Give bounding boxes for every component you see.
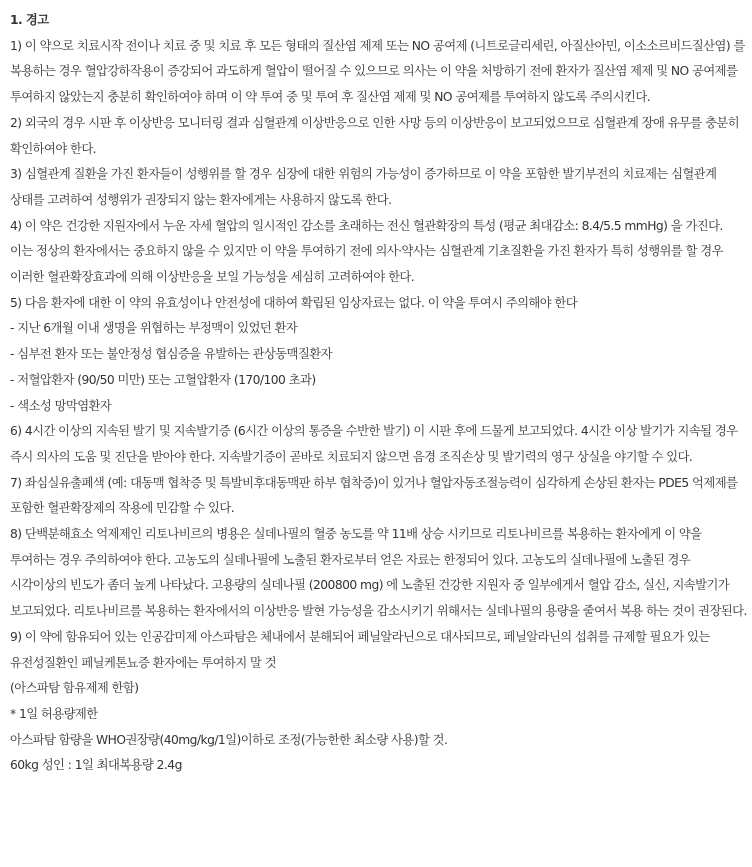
aspartame-note: (아스파탐 함유제제 한함) — [10, 681, 139, 696]
bullet-item: - 지난 6개월 이내 생명을 위협하는 부정맥이 있었던 환자 — [10, 321, 298, 336]
warning-item-8: 8) 단백분해효소 억제제인 리토나비르의 병용은 실데나필의 혈중 농도를 약 11배 상승 시키므로 리토나비르를 복용하는 환자에게 이 약을 투여하는 경우 주의하여야 한다. 고농도의 실데나필에 노출된 환자로부터 얻은 자료는 한정되어 있다. 고농도의 실데나필에 노출된 경우 시각이상의 빈도가 좀더 높게 나타났다. 고용량의 실데나필 (200800 mg) 에 노출된 건강한 지원자 중 일부에게서 혈압 감소, 실신, 지속발기가 보고되었다. 리토나비르를 복용하는 환자에서의 이상반응 발현 가능성을 감소시키기 위해서는 실데나필의 용량을 줄여서 복용 하는 것이 권장된다. — [10, 527, 747, 619]
warning-item-7: 7) 좌심실유출폐색 (예: 대동맥 협착증 및 특발비후대동맥판 하부 협착증)이 있거나 혈압자동조절능력이 심각하게 손상된 환자는 PDE5 억제제를 포함한 혈관확장제의 작용에 민감할 수 있다. — [10, 475, 738, 516]
warning-item-3: 3) 심혈관계 질환을 가진 환자들이 성행위를 할 경우 심장에 대한 위험의 가능성이 증가하므로 이 약을 포함한 발기부전의 치료제는 심혈관계 상태를 고려하여 성행위가 권장되지 않는 환자에게는 사용하지 않도록 한다. — [10, 167, 717, 207]
warning-item-2: 2) 외국의 경우 시판 후 이상반응 모니터링 결과 심혈관계 이상반응으로 인한 사망 등의 이상반응이 보고되었으므로 심혈관계 장애 유무를 충분히 확인하여야 한다. — [10, 115, 740, 156]
warning-item-6: 6) 4시간 이상의 지속된 발기 및 지속발기증 (6시간 이상의 통증을 수반한 발기) 이 시판 후에 드물게 보고되었다. 4시간 이상 발기가 지속될 경우 즉시 의사의 도움 및 진단을 받아야 한다. 지속발기증이 곧바로 치료되지 않으면 음경 조직손상 및 발기력의 영구 상실을 야기할 수 있다. — [10, 424, 738, 464]
warning-item-5: 5) 다음 환자에 대한 이 약의 유효성이나 안전성에 대하여 확립된 임상자료는 없다. 이 약을 투여시 주의해야 한다 — [10, 295, 578, 310]
bullet-item: - 색소성 망막염환자 — [10, 398, 112, 413]
section-heading: 1. 경고 — [10, 13, 49, 27]
daily-limit-note: * 1일 허용량제한 — [10, 706, 98, 721]
adult-max-dose-note: 60kg 성인 : 1일 최대복용량 2.4g — [10, 758, 182, 773]
warning-item-1: 1) 이 약으로 치료시작 전이나 치료 중 및 치료 후 모든 형태의 질산염 제제 또는 NO 공여제 (니트로글리세린, 아질산아민, 이소소르비드질산염) 를 복용하는 경우 혈압강하작용이 증강되어 과도하게 혈압이 떨어질 수 있으므로 의사는 이 약을 처방하기 전에 환자가 질산염 제제 및 NO 공여제를 투여하지 않았는지 충분히 확인하여야 하며 이 약 투여 중 및 투여 후 질산염 제제 및 NO 공여제를 투여하지 않도록 주의시킨다. — [10, 38, 745, 105]
warning-item-4: 4) 이 약은 건강한 지원자에서 누운 자세 혈압의 일시적인 감소를 초래하는 전신 혈관확장의 특성 (평균 최대감소: 8.4/5.5 mmHg) 을 가진다. 이는 정상의 환자에서는 중요하지 않을 수 있지만 이 약을 투여하기 전에 의사·약사는 심혈관계 기초질환을 가진 환자가 특히 성행위를 할 경우 이러한 혈관확장효과에 의해 이상반응을 보일 가능성을 세심히 고려하여야 한다. — [10, 218, 723, 285]
warning-item-9: 9) 이 약에 함유되어 있는 인공감미제 아스파탐은 체내에서 분해되어 페닐알라닌으로 대사되므로, 페닐알라닌의 섭취를 규제할 필요가 있는 유전성질환인 페닐케톤뇨증 환자에는 투여하지 말 것 — [10, 629, 710, 670]
bullet-item: - 심부전 환자 또는 불안정성 협심증을 유발하는 관상동맥질환자 — [10, 347, 332, 362]
aspartame-dosage-note: 아스파탐 함량을 WHO권장량(40mg/kg/1일)이하로 조정(가능한한 최소량 사용)할 것. — [10, 732, 448, 747]
bullet-item: - 저혈압환자 (90/50 미만) 또는 고혈압환자 (170/100 초과) — [10, 372, 316, 387]
